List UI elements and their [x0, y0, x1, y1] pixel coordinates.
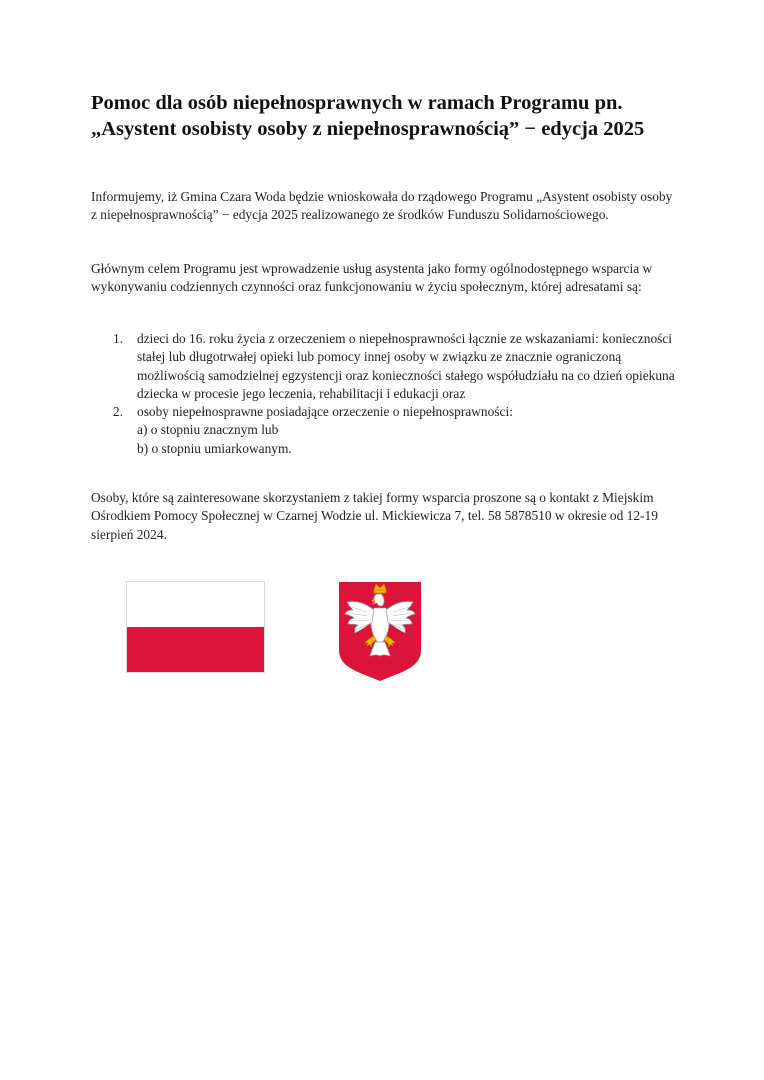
goal-paragraph: Głównym celem Programu jest wprowadzenie usług asystenta jako formy ogólnodostępnego wsparcia w wykonywaniu codziennych czynności oraz funkcjonowaniu w życiu społecznym, której adresatami są: — [91, 261, 653, 295]
flag-red-stripe — [127, 627, 264, 672]
list-subitem: a) o stopniu znacznym lub — [137, 422, 279, 438]
intro-paragraph: Informujemy, iż Gmina Czara Woda będzie wnioskowała do rządowego Programu „Asystent osobisty osoby z niepełnosprawnością” − edycja 2025 realizowanego ze środków Funduszu Solidarnościowego. — [91, 189, 673, 223]
list-item-text: osoby niepełnosprawne posiadające orzeczenie o niepełnosprawności: — [137, 404, 513, 420]
page-title: Pomoc dla osób niepełnosprawnych w ramach Programu pn. „Asystent osobisty osoby z niepełnosprawnością” − edycja 2025 — [91, 92, 645, 140]
polish-flag-icon — [126, 581, 265, 673]
polish-eagle-emblem-icon — [337, 580, 423, 682]
flag-white-stripe — [127, 582, 264, 627]
list-item-number: 2. — [113, 404, 124, 420]
list-subitem: b) o stopniu umiarkowanym. — [137, 440, 292, 456]
contact-paragraph: Osoby, które są zainteresowane skorzystaniem z takiej formy wsparcia proszone są o kontakt z Miejskim Ośrodkiem Pomocy Społecznej w Czarnej Wodzie ul. Mickiewicza 7, tel. 58 5878510 w okresie od 12-19 sierpień 2024. — [91, 490, 658, 542]
addressee-list — [91, 330, 691, 458]
list-item — [91, 330, 691, 403]
list-item-text: dzieci do 16. roku życia z orzeczeniem o niepełnosprawności łącznie ze wskazaniami: konieczności stałej lub długotrwałej opieki lub pomocy innej osoby w związku ze znacznie ograniczoną możliwością samodzielnej egzystencji oraz konieczności stałego współudziału na co dzień opiekuna dziecka w procesie jego leczenia, rehabilitacji i edukacji oraz — [137, 331, 675, 401]
list-item-number: 1. — [113, 331, 124, 346]
list-item — [91, 403, 691, 458]
